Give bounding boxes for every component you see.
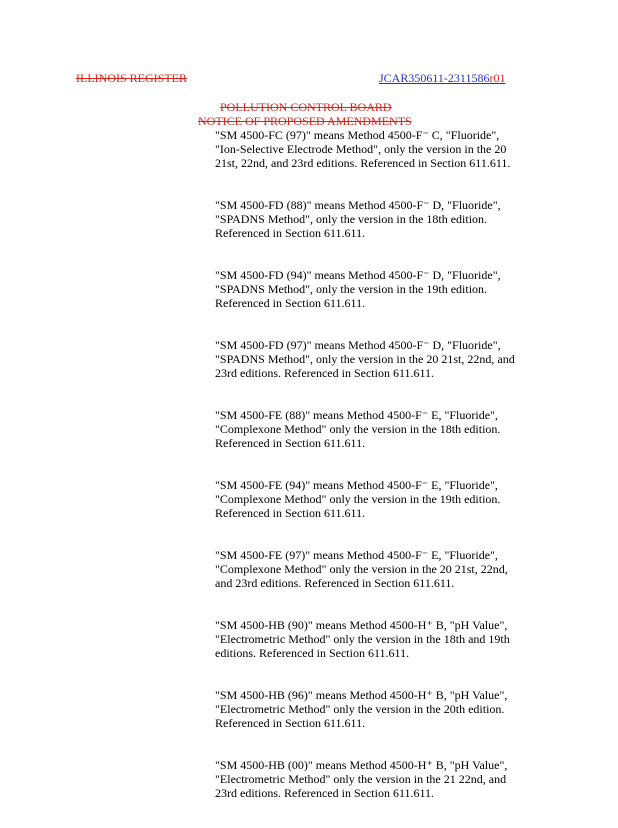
definition-entry bbox=[215, 758, 545, 800]
notice-heading: NOTICE OF PROPOSED AMENDMENTS bbox=[198, 114, 412, 128]
entry-line: "SM 4500-FD (94)" means Method 4500-F⁻ D, "Fluoride", bbox=[215, 268, 501, 282]
entry-line: "SM 4500-HB (90)" means Method 4500-H⁺ B, "pH Value", bbox=[215, 618, 508, 632]
definition-entry bbox=[215, 478, 545, 520]
entry-line: "SM 4500-FE (97)" means Method 4500-F⁻ E, "Fluoride", bbox=[215, 548, 498, 562]
entry-line: "SM 4500-HB (00)" means Method 4500-H⁺ B, "pH Value", bbox=[215, 758, 508, 772]
entry-line: "SPADNS Method", only the version in the 19th edition. bbox=[215, 282, 488, 296]
entry-line: "SM 4500-FE (88)" means Method 4500-F⁻ E, "Fluoride", bbox=[215, 408, 498, 422]
definition-entry bbox=[215, 128, 545, 170]
entry-line: "Complexone Method" only the version in the 18th edition. bbox=[215, 422, 501, 436]
jcar-code bbox=[379, 71, 505, 86]
entry-line: and 23rd editions. Referenced in Section 611.611. bbox=[215, 576, 455, 590]
agency-heading: POLLUTION CONTROL BOARD bbox=[220, 100, 392, 114]
entry-line: "SPADNS Method", only the version in the 18th edition. bbox=[215, 212, 488, 226]
definition-entry bbox=[215, 198, 545, 240]
definition-entry bbox=[215, 688, 545, 730]
entry-line: "SM 4500-FE (94)" means Method 4500-F⁻ E, "Fluoride", bbox=[215, 478, 498, 492]
entry-line: "Electrometric Method" only the version in the 20th edition. bbox=[215, 702, 505, 716]
definition-entry bbox=[215, 268, 545, 310]
definition-entry bbox=[215, 548, 545, 590]
entry-line: "Electrometric Method" only the version in the 18th and 19th bbox=[215, 632, 510, 646]
entry-line: "Electrometric Method" only the version in the 21 22nd, and bbox=[215, 772, 507, 786]
entry-line: Referenced in Section 611.611. bbox=[215, 506, 366, 520]
entry-line: Referenced in Section 611.611. bbox=[215, 716, 366, 730]
entry-line: "Complexone Method" only the version in the 20 21st, 22nd, bbox=[215, 562, 508, 576]
entry-line: "SM 4500-HB (96)" means Method 4500-H⁺ B, "pH Value", bbox=[215, 688, 508, 702]
entry-line: editions. Referenced in Section 611.611. bbox=[215, 646, 410, 660]
entry-line: 23rd editions. Referenced in Section 611.611. bbox=[215, 786, 435, 800]
definition-entry bbox=[215, 408, 545, 450]
definition-entry bbox=[215, 338, 545, 380]
entry-line: "SM 4500-FD (97)" means Method 4500-F⁻ D, "Fluoride", bbox=[215, 338, 501, 352]
entry-line: 21st, 22nd, and 23rd editions. Referenced in Section 611.611. bbox=[215, 156, 511, 170]
entry-line: "Complexone Method" only the version in the 19th edition. bbox=[215, 492, 501, 506]
entry-line: "SPADNS Method", only the version in the 20 21st, 22nd, and bbox=[215, 352, 515, 366]
entry-line: "Ion-Selective Electrode Method", only the version in the 20 bbox=[215, 142, 507, 156]
definitions-list bbox=[215, 128, 545, 828]
entry-line: 23rd editions. Referenced in Section 611.611. bbox=[215, 366, 435, 380]
register-header: ILLINOIS REGISTER bbox=[76, 71, 187, 85]
definition-entry bbox=[215, 618, 545, 660]
entry-line: Referenced in Section 611.611. bbox=[215, 296, 366, 310]
jcar-code-main: JCAR350611-2311586 bbox=[379, 71, 490, 85]
entry-line: "SM 4500-FC (97)" means Method 4500-F⁻ C, "Fluoride", bbox=[215, 128, 500, 142]
entry-line: Referenced in Section 611.611. bbox=[215, 436, 366, 450]
entry-line: "SM 4500-FD (88)" means Method 4500-F⁻ D, "Fluoride", bbox=[215, 198, 501, 212]
jcar-code-suffix: r01 bbox=[489, 71, 506, 85]
entry-line: Referenced in Section 611.611. bbox=[215, 226, 366, 240]
